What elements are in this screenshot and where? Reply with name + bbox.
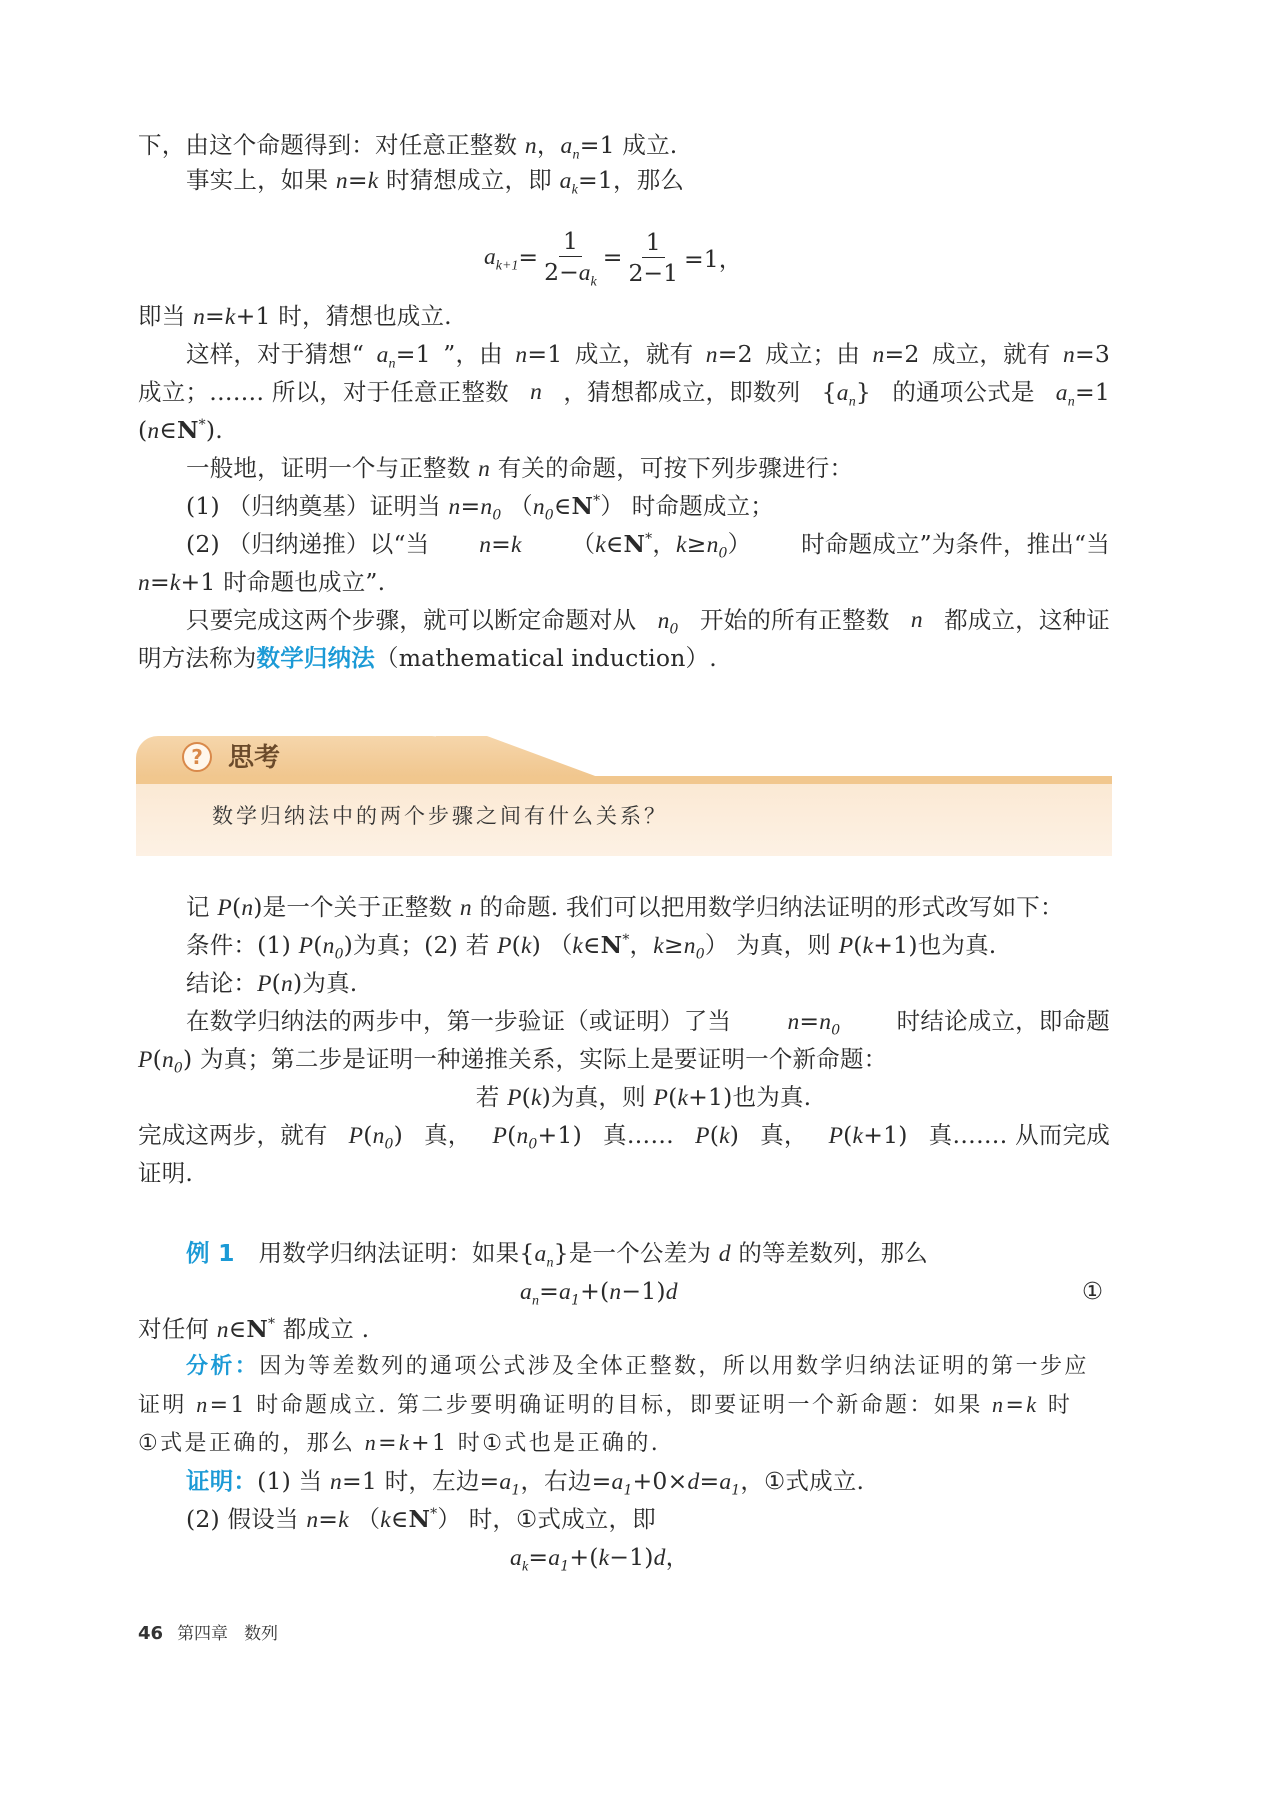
proof-line: 证明：(1) 当 n=1 时，左边$=a_1$，右边$=a_1+0\times d=a_1$，①式成立. [186, 1467, 865, 1499]
page-number: 46 [138, 1623, 164, 1644]
text-line: 条件：(1) $P(n_0)$为真；(2) 若 P(k) （k∈N*，$k\ge n_0$） 为真，则 P(k+1)也为真. [186, 931, 997, 963]
analysis-line: ①式是正确的，那么 n=k+1 时①式也是正确的. [138, 1430, 661, 1456]
text-line: n=k+1 时命题也成立”. [138, 568, 386, 596]
text-line: 完成这两步，就有 $P(n_0)$ 真， $P(n_0+1)$ 真…… P(k) 真， P(k+1) 真……. 从而完成 [138, 1121, 1110, 1153]
thinking-title: 思考 [228, 743, 281, 773]
text-line: 在数学归纳法的两步中，第一步验证（或证明）了当 $n=n_0$ 时结论成立，即命题 [186, 1007, 1110, 1039]
section-label: 数列 [244, 1624, 279, 1644]
page-footer [138, 1619, 278, 1644]
text-line: 一般地，证明一个与正整数 n 有关的命题，可按下列步骤进行： [186, 454, 854, 482]
formula-number: ① [1082, 1277, 1104, 1305]
text-line: 这样，对于猜想“ $a_n=1$ ”，由 n=1 成立，就有 n=2 成立；由 n=2 成立，就有 n=3 [186, 340, 1110, 372]
text-line: (n∈N*). [138, 416, 223, 444]
text-line: 记 P(n)是一个关于正整数 n 的命题. 我们可以把用数学归纳法证明的形式改写如下： [186, 893, 1064, 921]
text-line: (1) （归纳奠基）证明当 $n=n_0$ $(n_0\in N^*)$ 时命题成立； [186, 492, 774, 524]
text-line: 结论：P(n)为真. [186, 969, 358, 997]
text-line: 事实上，如果 n=k 时猜想成立，即 $a_k=1$，那么 [186, 166, 685, 198]
analysis-line: 证明 n=1 时命题成立. 第二步要明确证明的目标，即要证明一个新命题：如果 n=k 时 [138, 1392, 1073, 1418]
text-line: 只要完成这两个步骤，就可以断定命题对从 $n_0$ 开始的所有正整数 n 都成立，这种证 [186, 606, 1110, 638]
text-line: $P(n_0)$ 为真；第二步是证明一种递推关系，实际上是要证明一个新命题： [138, 1045, 888, 1077]
text-line: (2) （归纳递推）以“当 n=k （k∈N*，$k\ge n_0$） 时命题成立”为条件，推出“当 [186, 530, 1110, 562]
chapter-label: 第四章 [177, 1624, 229, 1644]
text-line: 成立；……. 所以，对于任意正整数 n ，猜想都成立，即数列 $\{a_n\}$ 的通项公式是 $a_n=1$ [138, 378, 1110, 410]
formula-line: $a_n=a_1+(n-1)d$ [520, 1277, 678, 1309]
example-line: 例 1 用数学归纳法证明：如果$\{a_n\}$是一个公差为 d 的等差数列，那么 [186, 1239, 928, 1271]
text-line: 若 P(k)为真，则 P(k+1)也为真. [475, 1083, 812, 1111]
formula-line: $a_k=a_1+(k-1)d$， [510, 1543, 690, 1575]
proof-label: 证明： [186, 1467, 258, 1495]
example-label: 例 1 [186, 1239, 235, 1267]
text-line: 证明. [138, 1159, 194, 1187]
formula-fraction: $a_{k+1}$ = $\frac{1}{2-a_k}$ = $\frac{1}{2-1}$ =1， [484, 227, 743, 290]
analysis-line: 分析：因为等差数列的通项公式涉及全体正整数，所以用数学归纳法证明的第一步应 [186, 1354, 1089, 1379]
text-line: 对任何 n∈N* 都成立 . [138, 1315, 370, 1343]
text-line: 下，由这个命题得到：对任意正整数 n，$a_n=1$ 成立. [138, 131, 678, 163]
thinking-question: 数学归纳法中的两个步骤之间有什么关系？ [212, 804, 668, 828]
question-icon: ? [182, 742, 212, 772]
keyword-math-induction: 数学归纳法 [256, 644, 375, 672]
thinking-box [136, 736, 1112, 856]
proof-line: (2) 假设当 n=k （k∈N*） 时，①式成立，即 [186, 1505, 656, 1533]
analysis-label: 分析： [186, 1354, 260, 1379]
text-line: 明方法称为数学归纳法（mathematical induction）. [138, 644, 717, 672]
text-line: 即当 n=k+1 时，猜想也成立. [138, 302, 452, 330]
